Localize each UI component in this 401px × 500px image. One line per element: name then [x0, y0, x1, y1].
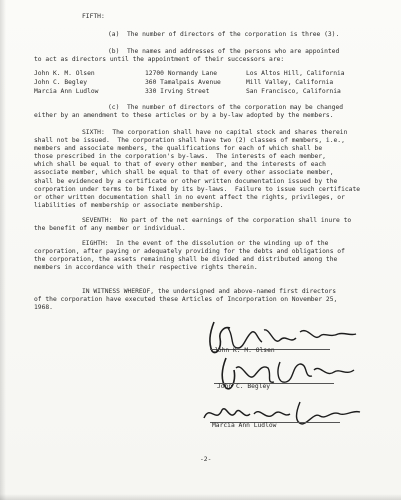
paragraph-a: (a) The number of directors of the corporation is three (3). — [108, 31, 340, 38]
sixth-line: those prescribed in the corporation's by-laws. The interests of each member, — [34, 153, 326, 161]
seventh-line: the benefit of any member or individual. — [34, 225, 186, 233]
sixth-line: which shall be equal to that of every other member, and the interests of each — [34, 161, 326, 169]
director-name: John C. Begley — [34, 79, 88, 86]
paragraph-b — [34, 48, 339, 64]
paragraph-c-line: (c) The number of directors of the corporation may be changed — [108, 104, 344, 111]
section-eighth — [34, 240, 345, 272]
eighth-line: corporation, after paying or adequately providing for the debts and obligations of — [34, 248, 345, 256]
signatory-name: Marcia Ann Ludlow — [212, 422, 277, 429]
sixth-line: associate member, which shall be equal to that of every other associate member, — [34, 169, 334, 177]
paragraph-c — [34, 104, 343, 120]
paragraph-b-line: (b) The names and addresses of the persons who are appointed — [108, 48, 340, 55]
scan-edge-shadow — [0, 0, 6, 500]
director-name: John K. M. Olsen — [34, 70, 95, 77]
witness-line: IN WITNESS WHEREOF, the undersigned and above-named first directors — [82, 288, 337, 295]
sixth-line: SIXTH: The corporation shall have no capital stock and shares therein — [82, 129, 348, 136]
sixth-line: members and associate members, the qualifications for each of which shall be — [34, 145, 323, 153]
director-street: 360 Tamalpais Avenue — [145, 79, 221, 86]
section-sixth — [34, 129, 360, 210]
sixth-line: or other written documentation shall in no event affect the rights, privileges, or — [34, 193, 345, 201]
signatory-name: John C. Begley — [217, 383, 271, 390]
signatory-name: John K. M. Olsen — [214, 347, 275, 354]
director-city: Los Altos Hill, California — [246, 70, 345, 77]
sixth-line: corporation under terms to be fixed by its by-laws. Failure to issue such certificate — [34, 185, 361, 193]
director-name: Marcia Ann Ludlow — [34, 88, 99, 95]
page-number: -2- — [200, 456, 212, 463]
eighth-line: EIGHTH: In the event of the dissolution or the winding up of the — [82, 240, 329, 247]
eighth-line: the corporation, the assets remaining shall be divided and distributed among the — [34, 256, 338, 264]
sixth-line: liabilities of membership or associate membership. — [34, 201, 224, 209]
director-street: 12700 Normandy Lane — [145, 70, 218, 77]
sixth-line: shall not be issued. The corporation shall have two (2) classes of members, i.e., — [34, 137, 345, 145]
witness-clause — [34, 288, 337, 312]
paragraph-b-line: to act as directors until the appointment of their successors are: — [34, 56, 285, 64]
witness-line: 1968. — [34, 304, 53, 312]
director-city: Mill Valley, California — [246, 79, 334, 86]
eighth-line: members in accordance with their respective rights therein. — [34, 264, 258, 272]
paragraph-c-line: either by an amendment to these articles or by a by-law adopted by the members. — [34, 112, 334, 120]
director-city: San Francisco, California — [246, 88, 341, 95]
witness-line: of the corporation have executed these Articles of Incorporation on November 25, — [34, 296, 338, 304]
sixth-line: shall be evidenced by a certificate or other written documentation issued by the — [34, 177, 338, 185]
scan-bottom-shadow — [0, 494, 401, 500]
seventh-line: SEVENTH: No part of the net earnings of the corporation shall inure to — [82, 217, 352, 224]
director-street: 330 Irving Street — [145, 88, 210, 95]
section-heading-fifth: FIFTH: — [82, 13, 105, 20]
section-seventh — [34, 217, 351, 233]
